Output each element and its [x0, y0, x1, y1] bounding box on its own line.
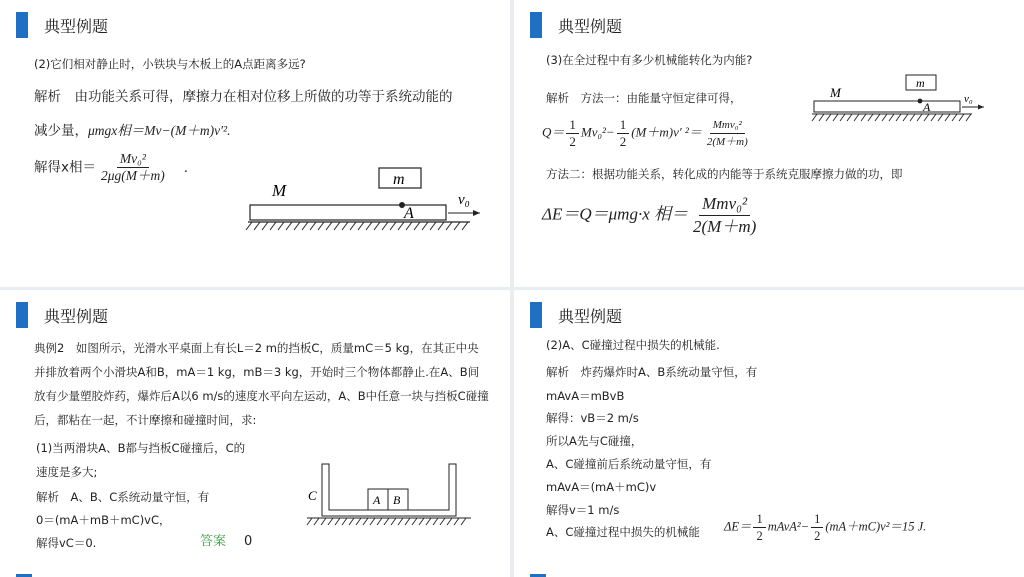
- slide-2: [514, 0, 1024, 287]
- solution-line-1: 解析 由功能关系可得，摩擦力在相对位移上所做的功等于系统动能的: [34, 89, 453, 105]
- result-dot: .: [183, 159, 189, 176]
- result-label: 解得x相＝: [34, 159, 96, 176]
- solution-line-3: 解得：vB＝2 m/s: [546, 411, 639, 425]
- answer-value: 0: [244, 534, 253, 549]
- sub-question-line-2: 速度是多大;: [36, 465, 98, 479]
- method-1-text: 解析 方法一：由能量守恒定律可得，: [546, 91, 742, 105]
- label-M: M: [830, 85, 841, 100]
- answer-label: 答案: [200, 534, 227, 549]
- sub-question-line-1: (1)当两滑块A、B都与挡板C碰撞后，C的: [36, 441, 246, 455]
- solution-line-4: 所以A先与C碰撞，: [546, 434, 643, 448]
- solution-line-5: A、C碰撞前后系统动量守恒，有: [546, 457, 712, 471]
- eq-c: (mA＋mC)v²＝15 J.: [825, 519, 927, 534]
- solution-line-2: [34, 122, 230, 140]
- label-m: m: [393, 171, 405, 188]
- label-A: A: [923, 100, 931, 114]
- solution-line-7: 解得v＝1 m/s: [546, 503, 620, 517]
- solution-line-2: 0＝(mA＋mB＋mC)vC，: [36, 513, 171, 527]
- solution-line-1: 解析 炸药爆炸时A、B系统动量守恒，有: [546, 365, 758, 379]
- half-den: 2: [814, 529, 821, 543]
- half-den: 2: [619, 134, 627, 149]
- board-block-diagram: [244, 160, 484, 240]
- half-fraction-1: [566, 118, 579, 149]
- half-fraction-2: [811, 512, 823, 543]
- title-accent-bar: [530, 12, 542, 38]
- slide-4: [514, 290, 1024, 577]
- energy-conservation-equation: [542, 118, 753, 149]
- trough-diagram: [305, 462, 475, 532]
- question-text: (2)A、C碰撞过程中损失的机械能.: [546, 338, 720, 352]
- velocity-arrowhead: [473, 210, 480, 216]
- result-line: [34, 152, 188, 183]
- result-fraction: [98, 152, 168, 183]
- label-M: M: [272, 181, 287, 200]
- title-accent-bar: [16, 12, 28, 38]
- ground-hatching: [812, 114, 971, 121]
- half-num: 1: [753, 512, 765, 528]
- eq-b: mAvA²−: [767, 519, 810, 534]
- long-board: [250, 205, 446, 220]
- energy-loss-equation: [724, 512, 926, 543]
- label-A: A: [404, 205, 414, 222]
- point-A: [918, 99, 923, 104]
- eq1-tail: (M＋m)v′ ²＝: [631, 124, 702, 140]
- solution-line-2: mAvA＝mBvB: [546, 389, 625, 403]
- solution-line-6: mAvA＝(mA＋mC)v: [546, 480, 657, 494]
- ground-hatching: [246, 222, 468, 230]
- fraction-numerator: Mmv₀²: [699, 194, 750, 216]
- label-v0: v₀: [458, 192, 470, 208]
- solution-line-8: A、C碰撞过程中损失的机械能: [546, 525, 700, 539]
- fraction-denominator: 2μg(M＋m): [101, 168, 165, 183]
- question-text: (3)在全过程中有多少机械能转化为内能?: [546, 53, 753, 67]
- slide-1: [0, 0, 510, 287]
- title-accent-bar: [16, 302, 28, 328]
- half-num: 1: [566, 118, 579, 134]
- eq1-result-fraction: [704, 118, 751, 149]
- work-energy-equation: [542, 194, 761, 237]
- half-fraction-2: [617, 118, 630, 149]
- slide-title: 典型例题: [558, 17, 623, 36]
- half-fraction-1: [753, 512, 765, 543]
- slide-title: 典型例题: [44, 17, 109, 36]
- label-m: m: [916, 76, 925, 90]
- half-num: 1: [617, 118, 630, 134]
- label-A: A: [373, 493, 381, 507]
- eq-a: ΔE＝: [724, 519, 752, 534]
- fraction-numerator: Mv₀²: [117, 152, 149, 168]
- title-accent-bar: [530, 302, 542, 328]
- method-2-text: 方法二：根据功能关系，转化成的内能等于系统克服摩擦力做的功，即: [546, 167, 903, 181]
- label-C: C: [308, 488, 317, 503]
- slide-title: 典型例题: [44, 307, 109, 326]
- label-v0: v₀: [964, 93, 973, 105]
- half-num: 1: [811, 512, 823, 528]
- question-text: (2)它们相对静止时，小铁块与木板上的A点距离多远?: [34, 57, 306, 71]
- ground-hatching: [307, 518, 466, 525]
- eq1-mid: Mv₀²−: [580, 124, 615, 140]
- velocity-arrowhead: [978, 105, 984, 110]
- board-block-diagram: [810, 70, 990, 128]
- fraction-denominator: 2(M＋m): [706, 136, 748, 148]
- solution-line-3: 解得vC＝0.: [36, 536, 97, 550]
- fraction-denominator: 2(M＋m): [693, 217, 757, 236]
- half-den: 2: [756, 529, 763, 543]
- solution-line-2-prefix: 减少量，: [34, 123, 88, 139]
- long-board: [814, 101, 960, 112]
- energy-equation: μmgx相＝Mv−(M＋m)v′².: [88, 123, 231, 138]
- label-B: B: [393, 493, 401, 507]
- eq2-left: ΔE＝Q＝μmg·x 相＝: [542, 204, 688, 224]
- half-den: 2: [569, 134, 576, 149]
- eq2-result-fraction: [690, 194, 759, 237]
- slide-title: 典型例题: [558, 307, 623, 326]
- solution-line-1: 解析 A、B、C系统动量守恒，有: [36, 490, 210, 504]
- slide-3: [0, 290, 510, 577]
- problem-statement: 典例2 如图所示，光滑水平桌面上有长L＝2 m的挡板C，质量mC＝5 kg，在其正中央并排放着两个小滑块A和B，mA＝1 kg，mB＝3 kg，开始时三个物体都静止.在A、B间放有少量塑胶炸药，爆炸后A以6 m/s的速度水平向左运动，A、B中任意一块与挡板C碰撞后，都粘在一起，不计摩擦和碰撞时间，求:: [34, 341, 489, 427]
- fraction-numerator: Mmv₀²: [710, 118, 745, 134]
- eq1-left: Q＝: [542, 124, 565, 140]
